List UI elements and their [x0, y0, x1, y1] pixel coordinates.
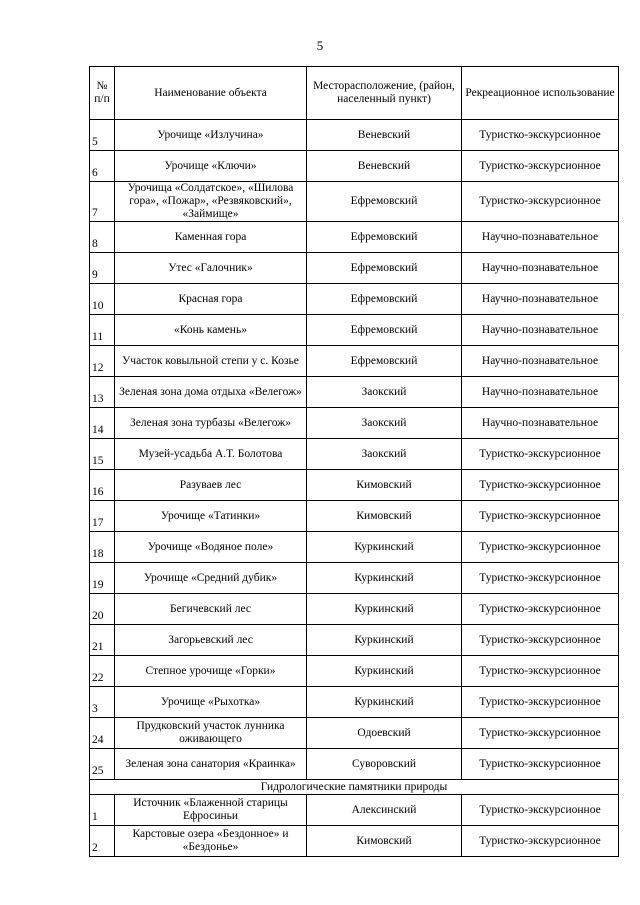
- cell-location: Заокский: [307, 377, 462, 408]
- cell-location: Кимовский: [307, 826, 462, 857]
- cell-num: 5: [90, 120, 115, 151]
- cell-usage: Научно-познавательное: [462, 315, 619, 346]
- table-row: [90, 625, 619, 656]
- cell-num: 8: [90, 222, 115, 253]
- table-row: [90, 501, 619, 532]
- cell-num: 10: [90, 284, 115, 315]
- cell-usage: Туристко-экскурсионное: [462, 656, 619, 687]
- cell-usage: Туристко-экскурсионное: [462, 687, 619, 718]
- table-row: [90, 470, 619, 501]
- cell-usage: Туристко-экскурсионное: [462, 594, 619, 625]
- cell-name: Утес «Галочник»: [115, 253, 307, 284]
- cell-num: 6: [90, 151, 115, 182]
- cell-num: 19: [90, 563, 115, 594]
- table-row: [90, 377, 619, 408]
- table-row: [90, 120, 619, 151]
- table-row: [90, 687, 619, 718]
- table-row: [90, 749, 619, 780]
- header-usage: Рекреационное использование: [462, 67, 619, 120]
- cell-name: Степное урочище «Горки»: [115, 656, 307, 687]
- cell-num: 13: [90, 377, 115, 408]
- cell-location: Суворовский: [307, 749, 462, 780]
- cell-num: 11: [90, 315, 115, 346]
- cell-name: Урочища «Солдатское», «Шилова гора», «Пожар», «Резвяковский», «Займище»: [115, 182, 307, 222]
- cell-usage: Научно-познавательное: [462, 377, 619, 408]
- cell-num: 25: [90, 749, 115, 780]
- cell-usage: Туристко-экскурсионное: [462, 563, 619, 594]
- cell-usage: Туристко-экскурсионное: [462, 826, 619, 857]
- cell-num: 7: [90, 182, 115, 222]
- cell-num: 1: [90, 795, 115, 826]
- cell-location: Заокский: [307, 439, 462, 470]
- table-row: [90, 222, 619, 253]
- cell-location: Заокский: [307, 408, 462, 439]
- cell-name: Разуваев лес: [115, 470, 307, 501]
- cell-name: Красная гора: [115, 284, 307, 315]
- cell-location: Ефремовский: [307, 346, 462, 377]
- cell-usage: Научно-познавательное: [462, 253, 619, 284]
- cell-location: Куркинский: [307, 625, 462, 656]
- cell-name: Источник «Блаженной старицы Ефросиньи: [115, 795, 307, 826]
- section-title: Гидрологические памятники природы: [90, 780, 619, 795]
- cell-location: Кимовский: [307, 501, 462, 532]
- table-header-row: [90, 67, 619, 120]
- cell-location: Веневский: [307, 151, 462, 182]
- cell-num: 2: [90, 826, 115, 857]
- table-row: [90, 182, 619, 222]
- cell-location: Куркинский: [307, 594, 462, 625]
- cell-name: Зеленая зона турбазы «Велегож»: [115, 408, 307, 439]
- cell-name: Прудковский участок лунника оживающего: [115, 718, 307, 749]
- table-row: [90, 253, 619, 284]
- table-row: [90, 346, 619, 377]
- cell-usage: Научно-познавательное: [462, 284, 619, 315]
- cell-usage: Туристко-экскурсионное: [462, 151, 619, 182]
- table-row: [90, 718, 619, 749]
- cell-usage: Научно-познавательное: [462, 222, 619, 253]
- cell-name: Каменная гора: [115, 222, 307, 253]
- table-row: [90, 151, 619, 182]
- cell-location: Кимовский: [307, 470, 462, 501]
- cell-usage: Научно-познавательное: [462, 408, 619, 439]
- cell-num: 17: [90, 501, 115, 532]
- cell-num: 22: [90, 656, 115, 687]
- table-row: [90, 284, 619, 315]
- cell-usage: Туристко-экскурсионное: [462, 625, 619, 656]
- cell-name: Зеленая зона санатория «Краинка»: [115, 749, 307, 780]
- cell-num: 3: [90, 687, 115, 718]
- cell-usage: Туристко-экскурсионное: [462, 439, 619, 470]
- cell-name: Урочище «Рыхотка»: [115, 687, 307, 718]
- cell-name: Карстовые озера «Бездонное» и «Бездонье»: [115, 826, 307, 857]
- table-row: [90, 826, 619, 857]
- cell-location: Ефремовский: [307, 253, 462, 284]
- cell-location: Ефремовский: [307, 182, 462, 222]
- cell-num: 16: [90, 470, 115, 501]
- cell-num: 24: [90, 718, 115, 749]
- recreation-objects-table: [89, 66, 619, 857]
- cell-name: Зеленая зона дома отдыха «Велегож»: [115, 377, 307, 408]
- section-row: [90, 780, 619, 795]
- header-num: № п/п: [90, 67, 115, 120]
- cell-name: Урочище «Ключи»: [115, 151, 307, 182]
- cell-name: Урочище «Средний дубик»: [115, 563, 307, 594]
- cell-num: 18: [90, 532, 115, 563]
- cell-name: Урочище «Водяное поле»: [115, 532, 307, 563]
- table-row: [90, 439, 619, 470]
- cell-num: 12: [90, 346, 115, 377]
- cell-usage: Туристко-экскурсионное: [462, 749, 619, 780]
- cell-location: Ефремовский: [307, 315, 462, 346]
- header-name: Наименование объекта: [115, 67, 307, 120]
- cell-name: Музей-усадьба А.Т. Болотова: [115, 439, 307, 470]
- cell-num: 15: [90, 439, 115, 470]
- cell-location: Одоевский: [307, 718, 462, 749]
- cell-location: Алексинский: [307, 795, 462, 826]
- cell-usage: Туристко-экскурсионное: [462, 718, 619, 749]
- cell-name: Урочище «Излучина»: [115, 120, 307, 151]
- cell-usage: Туристко-экскурсионное: [462, 470, 619, 501]
- cell-location: Куркинский: [307, 563, 462, 594]
- table-row: [90, 563, 619, 594]
- cell-usage: Научно-познавательное: [462, 346, 619, 377]
- cell-usage: Туристко-экскурсионное: [462, 795, 619, 826]
- cell-location: Куркинский: [307, 532, 462, 563]
- cell-usage: Туристко-экскурсионное: [462, 120, 619, 151]
- cell-name: Бегичевский лес: [115, 594, 307, 625]
- cell-location: Куркинский: [307, 656, 462, 687]
- table-row: [90, 408, 619, 439]
- page-number: 5: [316, 38, 324, 53]
- table-row: [90, 795, 619, 826]
- header-location: Месторасположение, (район, населенный пункт): [307, 67, 462, 120]
- cell-num: 21: [90, 625, 115, 656]
- cell-usage: Туристко-экскурсионное: [462, 532, 619, 563]
- cell-usage: Туристко-экскурсионное: [462, 182, 619, 222]
- cell-location: Ефремовский: [307, 284, 462, 315]
- cell-name: «Конь камень»: [115, 315, 307, 346]
- table-row: [90, 656, 619, 687]
- cell-num: 20: [90, 594, 115, 625]
- table-row: [90, 532, 619, 563]
- table-row: [90, 594, 619, 625]
- cell-location: Ефремовский: [307, 222, 462, 253]
- cell-location: Куркинский: [307, 687, 462, 718]
- table-row: [90, 315, 619, 346]
- cell-usage: Туристко-экскурсионное: [462, 501, 619, 532]
- cell-num: 14: [90, 408, 115, 439]
- cell-location: Веневский: [307, 120, 462, 151]
- cell-name: Участок ковыльной степи у с. Козье: [115, 346, 307, 377]
- cell-name: Загорьевский лес: [115, 625, 307, 656]
- cell-num: 9: [90, 253, 115, 284]
- cell-name: Урочище «Татинки»: [115, 501, 307, 532]
